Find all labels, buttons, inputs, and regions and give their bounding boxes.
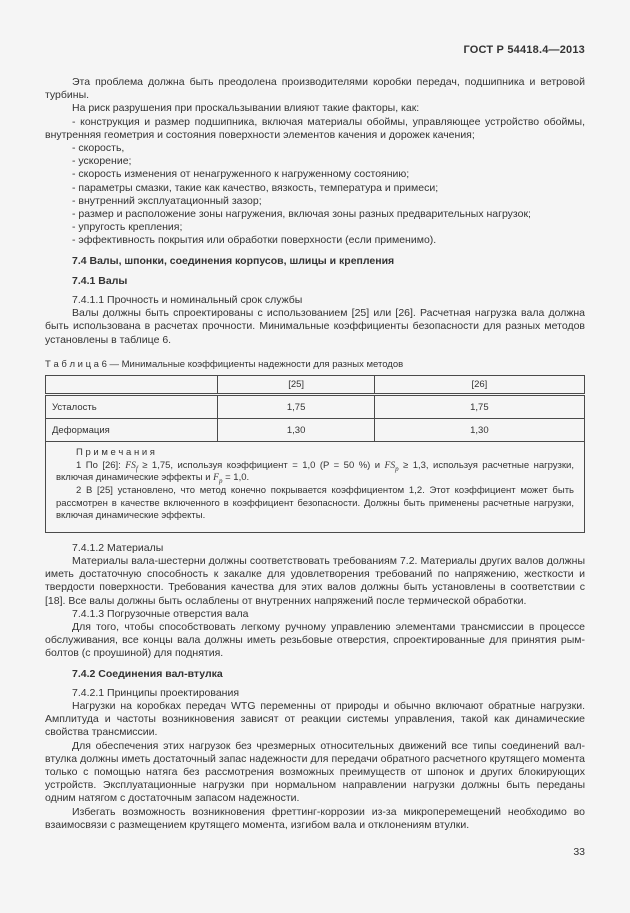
paragraph-interference-fit: Для обеспечения этих нагрузок без чрезмерных относительных движений все типы соединений вал-втулка должны иметь достаточный запас надежности для передачи обратного расчетного крутящего момента только с помощью натяга без рассмотрения возможных преимуществ от шпонок и других блокирующих устройств. Эксплуатационные нагрузки при нормальном направлении нагрузки должны быть переданы одним натягом с достаточным запасом надежности. bbox=[45, 739, 585, 805]
cell-value: 1,75 bbox=[374, 395, 584, 419]
cell-value: 1,75 bbox=[218, 395, 374, 419]
table-6-safety-factors bbox=[45, 375, 585, 533]
paragraph-materials: Материалы вала-шестерни должны соответствовать требованиям 7.2. Материалы других валов должны иметь достаточную способность к закалке для удовлетворения требований по напряжению, жесткости и твердости поверхности. Требования качества для этих валов должны быть установлены в соответствии с [18]. Все валы должны быть ослаблены от внутренних напряжений после термической обработки. bbox=[45, 555, 585, 607]
list-item: - внутренний эксплуатационный зазор; bbox=[72, 194, 262, 207]
row-label: Усталость bbox=[46, 395, 218, 419]
list-item: - эффективность покрытия или обработки поверхности (если применимо). bbox=[72, 234, 437, 247]
variable-FSf-subscript: f bbox=[135, 464, 138, 473]
variable-Fp: F bbox=[213, 473, 219, 484]
subsection-heading-7-4-1-2: 7.4.1.2 Материалы bbox=[72, 541, 164, 554]
note-1-text: ≥ 1,3, используя расчетные нагрузки, включая динамические эффекты и bbox=[56, 459, 574, 484]
variable-FSp: FS bbox=[384, 460, 396, 471]
standard-number-header: ГОСТ Р 54418.4—2013 bbox=[463, 44, 585, 56]
variable-FSp-subscript: p bbox=[395, 464, 399, 473]
section-heading-7-4-1: 7.4.1 Валы bbox=[72, 274, 128, 287]
list-item: - упругость крепления; bbox=[72, 221, 183, 234]
table-caption: Т а б л и ц а 6 — Минимальные коэффициенты надежности для разных методов bbox=[45, 358, 404, 370]
table-row-deformation bbox=[46, 419, 585, 442]
note-1-text: ≥ 1,75, используя коэффициент = 1,0 (P = 50 %) и bbox=[137, 459, 385, 471]
paragraph-shaft-design: Валы должны быть спроектированы с использованием [25] или [26]. Расчетная нагрузка вала должна быть использована в расчетах прочности. Минимальные коэффициенты безопасности для разных методов установлены в таблице 6. bbox=[45, 307, 585, 346]
row-label: Деформация bbox=[46, 419, 218, 442]
subsection-heading-7-4-2-1: 7.4.2.1 Принципы проектирования bbox=[72, 686, 240, 699]
paragraph-risk-factors-intro: На риск разрушения при проскальзывании влияют такие факторы, как: bbox=[72, 102, 420, 115]
section-heading-7-4-2: 7.4.2 Соединения вал-втулка bbox=[72, 667, 223, 680]
list-item: - размер и расположение зоны нагружения, включая зоны разных предварительных нагрузок; bbox=[72, 208, 531, 221]
note-1-text: 1 По [26]: bbox=[76, 459, 126, 471]
document-body bbox=[45, 76, 585, 832]
page-number: 33 bbox=[573, 846, 585, 859]
subsection-heading-7-4-1-1: 7.4.1.1 Прочность и номинальный срок службы bbox=[72, 294, 303, 307]
notes-title: П р и м е ч а н и я bbox=[76, 447, 155, 459]
list-item: - ускорение; bbox=[72, 155, 132, 168]
paragraph-fretting-corrosion: Избегать возможность возникновения фреттинг-коррозии из-за микроперемещений необходимо во взаимосвязи с размещением крутящего момента, изгибом вала и отклонениям втулки. bbox=[45, 805, 585, 831]
list-item: - конструкция и размер подшипника, включая материалы обоймы, управляющее устройство обоймы, внутренняя геометрия и состояния поверхности элементов качения и дорожек качения; bbox=[45, 115, 585, 141]
list-item: - скорость изменения от ненагруженного к нагруженному состоянию; bbox=[72, 168, 410, 181]
paragraph-lifting-holes: Для того, чтобы способствовать легкому ручному управлению элементами трансмиссии в процессе обслуживания, все концы вала должны иметь резьбовые отверстия, спроектированные для принятия рым-болтов (с проушиной) для поднятия. bbox=[45, 621, 585, 660]
table-header-ref-25: [25] bbox=[218, 376, 374, 395]
table-notes-row bbox=[46, 442, 585, 533]
note-1-text: = 1,0. bbox=[222, 472, 250, 484]
table-notes-cell bbox=[46, 442, 585, 533]
table-header-empty-cell bbox=[46, 376, 218, 395]
list-item: - скорость, bbox=[72, 142, 125, 155]
paragraph-problem: Эта проблема должна быть преодолена производителями коробки передач, подшипника и ветровой турбины. bbox=[45, 76, 585, 102]
paragraph-wtg-loads: Нагрузки на коробках передач WTG переменны от природы и обычно включают обратные нагрузки. Амплитуда и частоты возникновения зависят от реакции системы управления, такой как динамические свойства трансмиссии. bbox=[45, 700, 585, 739]
section-heading-7-4: 7.4 Валы, шпонки, соединения корпусов, шлицы и крепления bbox=[72, 254, 395, 267]
cell-value: 1,30 bbox=[374, 419, 584, 442]
cell-value: 1,30 bbox=[218, 419, 374, 442]
note-2: 2 В [25] установлено, что метод конечно покрывается коэффициентом 1,2. Этот коэффициент может быть рассмотрен в качестве включенного в коэффициент безопасности. Должны быть применены расчетные нагрузки, включая динамические эффекты. bbox=[56, 485, 574, 522]
table-row-fatigue bbox=[46, 395, 585, 419]
table-header-row bbox=[46, 376, 585, 395]
variable-FSf: FS bbox=[125, 460, 136, 471]
table-header-ref-26: [26] bbox=[374, 376, 584, 395]
subsection-heading-7-4-1-3: 7.4.1.3 Погрузочные отверстия вала bbox=[72, 607, 249, 620]
note-1 bbox=[56, 460, 574, 485]
variable-Fp-subscript: p bbox=[218, 477, 223, 486]
list-item: - параметры смазки, такие как качество, вязкость, температура и примеси; bbox=[72, 181, 439, 194]
